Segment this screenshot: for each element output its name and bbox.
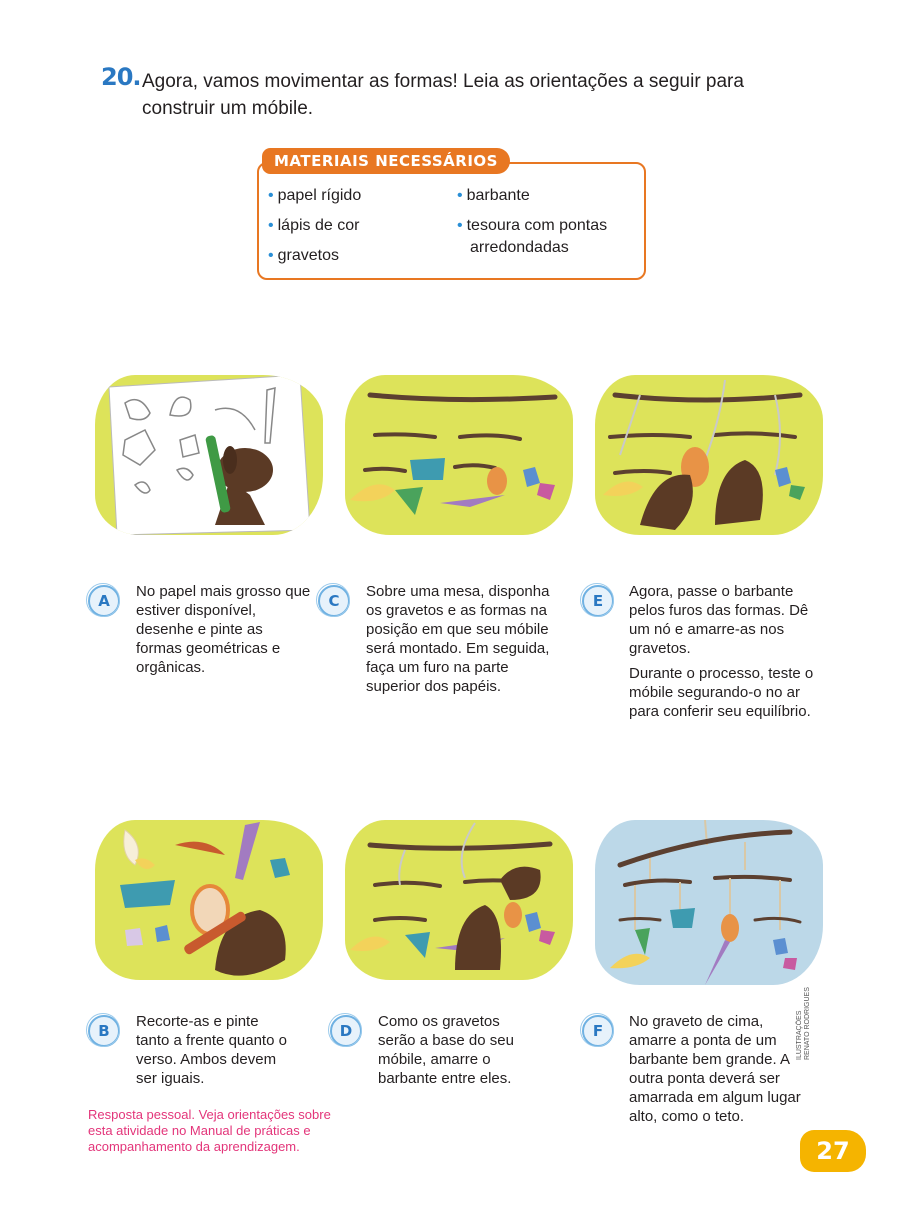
page-number: 27 xyxy=(800,1130,866,1172)
step-badge-c: C xyxy=(318,585,350,617)
tying-sticks-illustration xyxy=(345,820,573,980)
bullet-icon: • xyxy=(457,217,463,234)
step-badge-a: A xyxy=(88,585,120,617)
step-c-text: Sobre uma mesa, disponha os gravetos e as formas na posição em que seu móbile será montado. Em seguida, faça um furo na parte superior dos papéis. xyxy=(366,583,550,695)
threading-string-illustration xyxy=(595,375,823,535)
illustration-step-b xyxy=(95,820,323,980)
question-text: Agora, vamos movimentar as formas! Leia as orientações a seguir para construir um móbile. xyxy=(142,71,744,119)
material-item: • gravetos xyxy=(268,247,339,264)
bullet-icon: • xyxy=(457,187,463,204)
step-b-text: Recorte-as e pinte tanto a frente quanto o verso. Ambos devem ser iguais. xyxy=(136,1013,287,1087)
step-badge-f: F xyxy=(582,1015,614,1047)
finished-mobile-illustration xyxy=(595,820,823,985)
bullet-icon: • xyxy=(268,187,274,204)
drawing-shapes-illustration xyxy=(95,375,323,535)
illustration-step-a xyxy=(95,375,323,535)
material-item: • tesoura com pontas arredondadas xyxy=(457,217,608,256)
illustration-step-c xyxy=(345,375,573,535)
step-badge-b: B xyxy=(88,1015,120,1047)
step-badge-e: E xyxy=(582,585,614,617)
step-e-text: Agora, passe o barbante pelos furos das formas. Dê um nó e amarre-as nos gravetos. Durante o processo, teste o móbile segurando-o no ar para conferir seu equilíbrio. xyxy=(629,583,814,720)
illustration-step-e xyxy=(595,375,823,535)
question-number: 20. xyxy=(101,63,141,91)
material-item: • barbante xyxy=(457,187,530,204)
illustration-step-f xyxy=(595,820,823,985)
cutting-coloring-illustration xyxy=(95,820,323,980)
svg-text:ILUSTRAÇÕES: ILUSTRAÇÕES xyxy=(796,1010,803,1060)
material-item: • lápis de cor xyxy=(268,217,360,234)
step-badge-d: D xyxy=(330,1015,362,1047)
step-f-text: No graveto de cima, amarre a ponta de um barbante bem grande. A outra ponta deverá ser amarrada em algum lugar alto, como o teto. xyxy=(629,1013,801,1125)
svg-text:RENATO RODRIGUES: RENATO RODRIGUES xyxy=(804,987,811,1060)
materials-title: MATERIAIS NECESSÁRIOS xyxy=(262,148,510,174)
material-item: • papel rígido xyxy=(268,187,362,204)
step-a-text: No papel mais grosso que estiver disponível, desenhe e pinte as formas geométricas e orgânicas. xyxy=(136,583,311,676)
bullet-icon: • xyxy=(268,217,274,234)
arranged-shapes-illustration xyxy=(345,375,573,535)
step-d-text: Como os gravetos serão a base do seu móbile, amarre o barbante entre eles. xyxy=(378,1013,514,1087)
illustration-step-d xyxy=(345,820,573,980)
bullet-icon: • xyxy=(268,247,274,264)
teacher-answer-note: Resposta pessoal. Veja orientações sobre esta atividade no Manual de práticas e acompanhamento da aprendizagem. xyxy=(88,1107,331,1154)
